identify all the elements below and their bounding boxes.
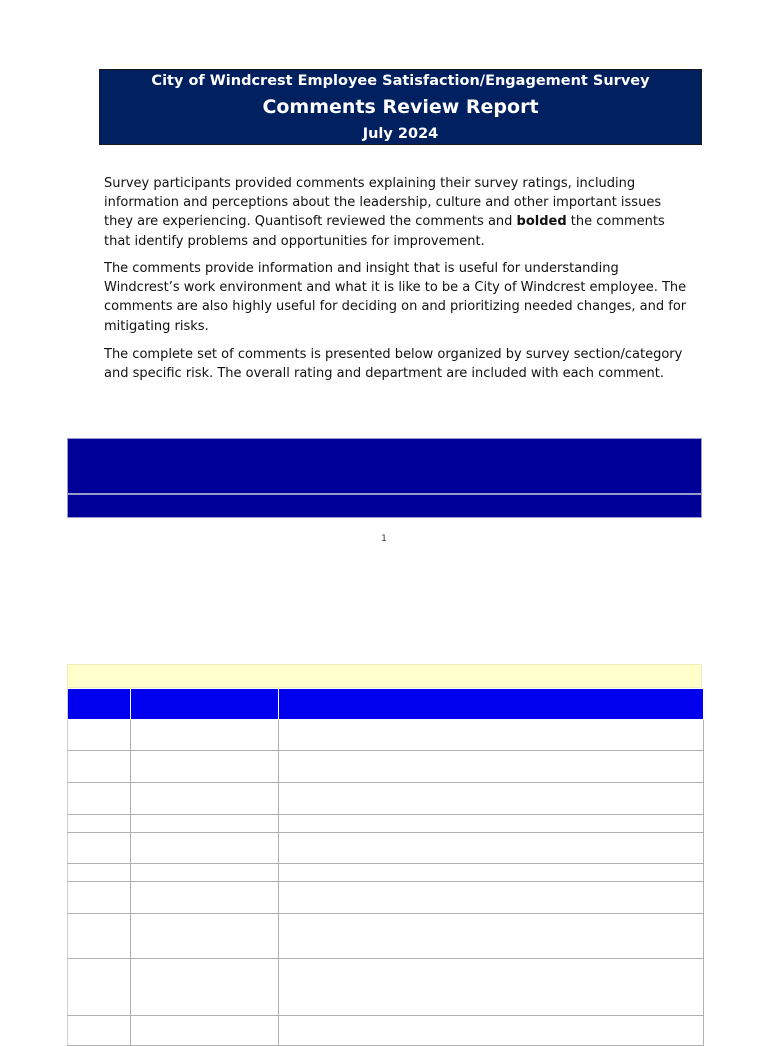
table-cell — [131, 751, 279, 783]
page-number: 1 — [381, 534, 387, 544]
table-cell — [279, 815, 704, 833]
table-cell — [68, 1016, 131, 1046]
table-row — [68, 720, 704, 751]
table-row — [68, 833, 704, 864]
table-cell — [68, 882, 131, 914]
table-cell — [131, 1016, 279, 1046]
table-row — [68, 864, 704, 882]
report-title: Comments Review Report — [262, 96, 539, 118]
intro-p1-bold: bolded — [516, 214, 567, 230]
table-cell — [68, 959, 131, 1016]
table-cell — [68, 751, 131, 783]
table-cell — [131, 720, 279, 751]
intro-p1-text-a: Survey participants provided comments explaining their survey ratings, including information and perceptions about the leadership, culture and other important issues they are experiencing. Quantisoft reviewed the comments and — [104, 176, 662, 230]
report-date: July 2024 — [362, 126, 439, 142]
table-cell — [279, 751, 704, 783]
table-cell — [68, 833, 131, 864]
table-cell — [279, 720, 704, 751]
category-band — [67, 664, 702, 688]
table-cell — [131, 783, 279, 815]
table-cell — [279, 1016, 704, 1046]
table-header-row — [68, 689, 704, 720]
column-header-department — [131, 689, 279, 720]
intro-paragraph-3: The complete set of comments is presented below organized by survey section/category and specific risk. The overall rating and department are included with each comment. — [104, 347, 683, 382]
table-cell — [279, 959, 704, 1016]
table-row — [68, 783, 704, 815]
table-row — [68, 1016, 704, 1046]
table-row — [68, 882, 704, 914]
section-subheader-band — [67, 494, 702, 518]
survey-title: City of Windcrest Employee Satisfaction/Engagement Survey — [151, 73, 650, 89]
table-cell — [68, 720, 131, 751]
section-header-band — [67, 438, 702, 494]
table-cell — [131, 959, 279, 1016]
table-cell — [131, 914, 279, 959]
column-header-rating — [68, 689, 131, 720]
table-cell — [131, 882, 279, 914]
report-header — [99, 69, 702, 145]
table-cell — [68, 914, 131, 959]
table-cell — [68, 815, 131, 833]
table-cell — [131, 833, 279, 864]
table-cell — [131, 864, 279, 882]
intro-paragraph-2: The comments provide information and insight that is useful for understanding Windcrest’s work environment and what it is like to be a City of Windcrest employee. The comments are also highly useful for deciding on and prioritizing needed changes, and for mitigating risks. — [104, 261, 687, 334]
table-cell — [279, 914, 704, 959]
table-row — [68, 815, 704, 833]
table-cell — [279, 864, 704, 882]
table-cell — [279, 833, 704, 864]
column-header-comment — [279, 689, 704, 720]
table-row — [68, 959, 704, 1016]
intro-paragraph-1 — [104, 174, 694, 251]
table-cell — [68, 783, 131, 815]
table-cell — [131, 815, 279, 833]
table-cell — [68, 864, 131, 882]
table-row — [68, 751, 704, 783]
intro-p1-text-b: the comments that identify problems and opportunities for improvement. — [104, 214, 665, 249]
comments-table — [67, 688, 704, 1046]
table-row — [68, 914, 704, 959]
table-cell — [279, 783, 704, 815]
table-cell — [279, 882, 704, 914]
